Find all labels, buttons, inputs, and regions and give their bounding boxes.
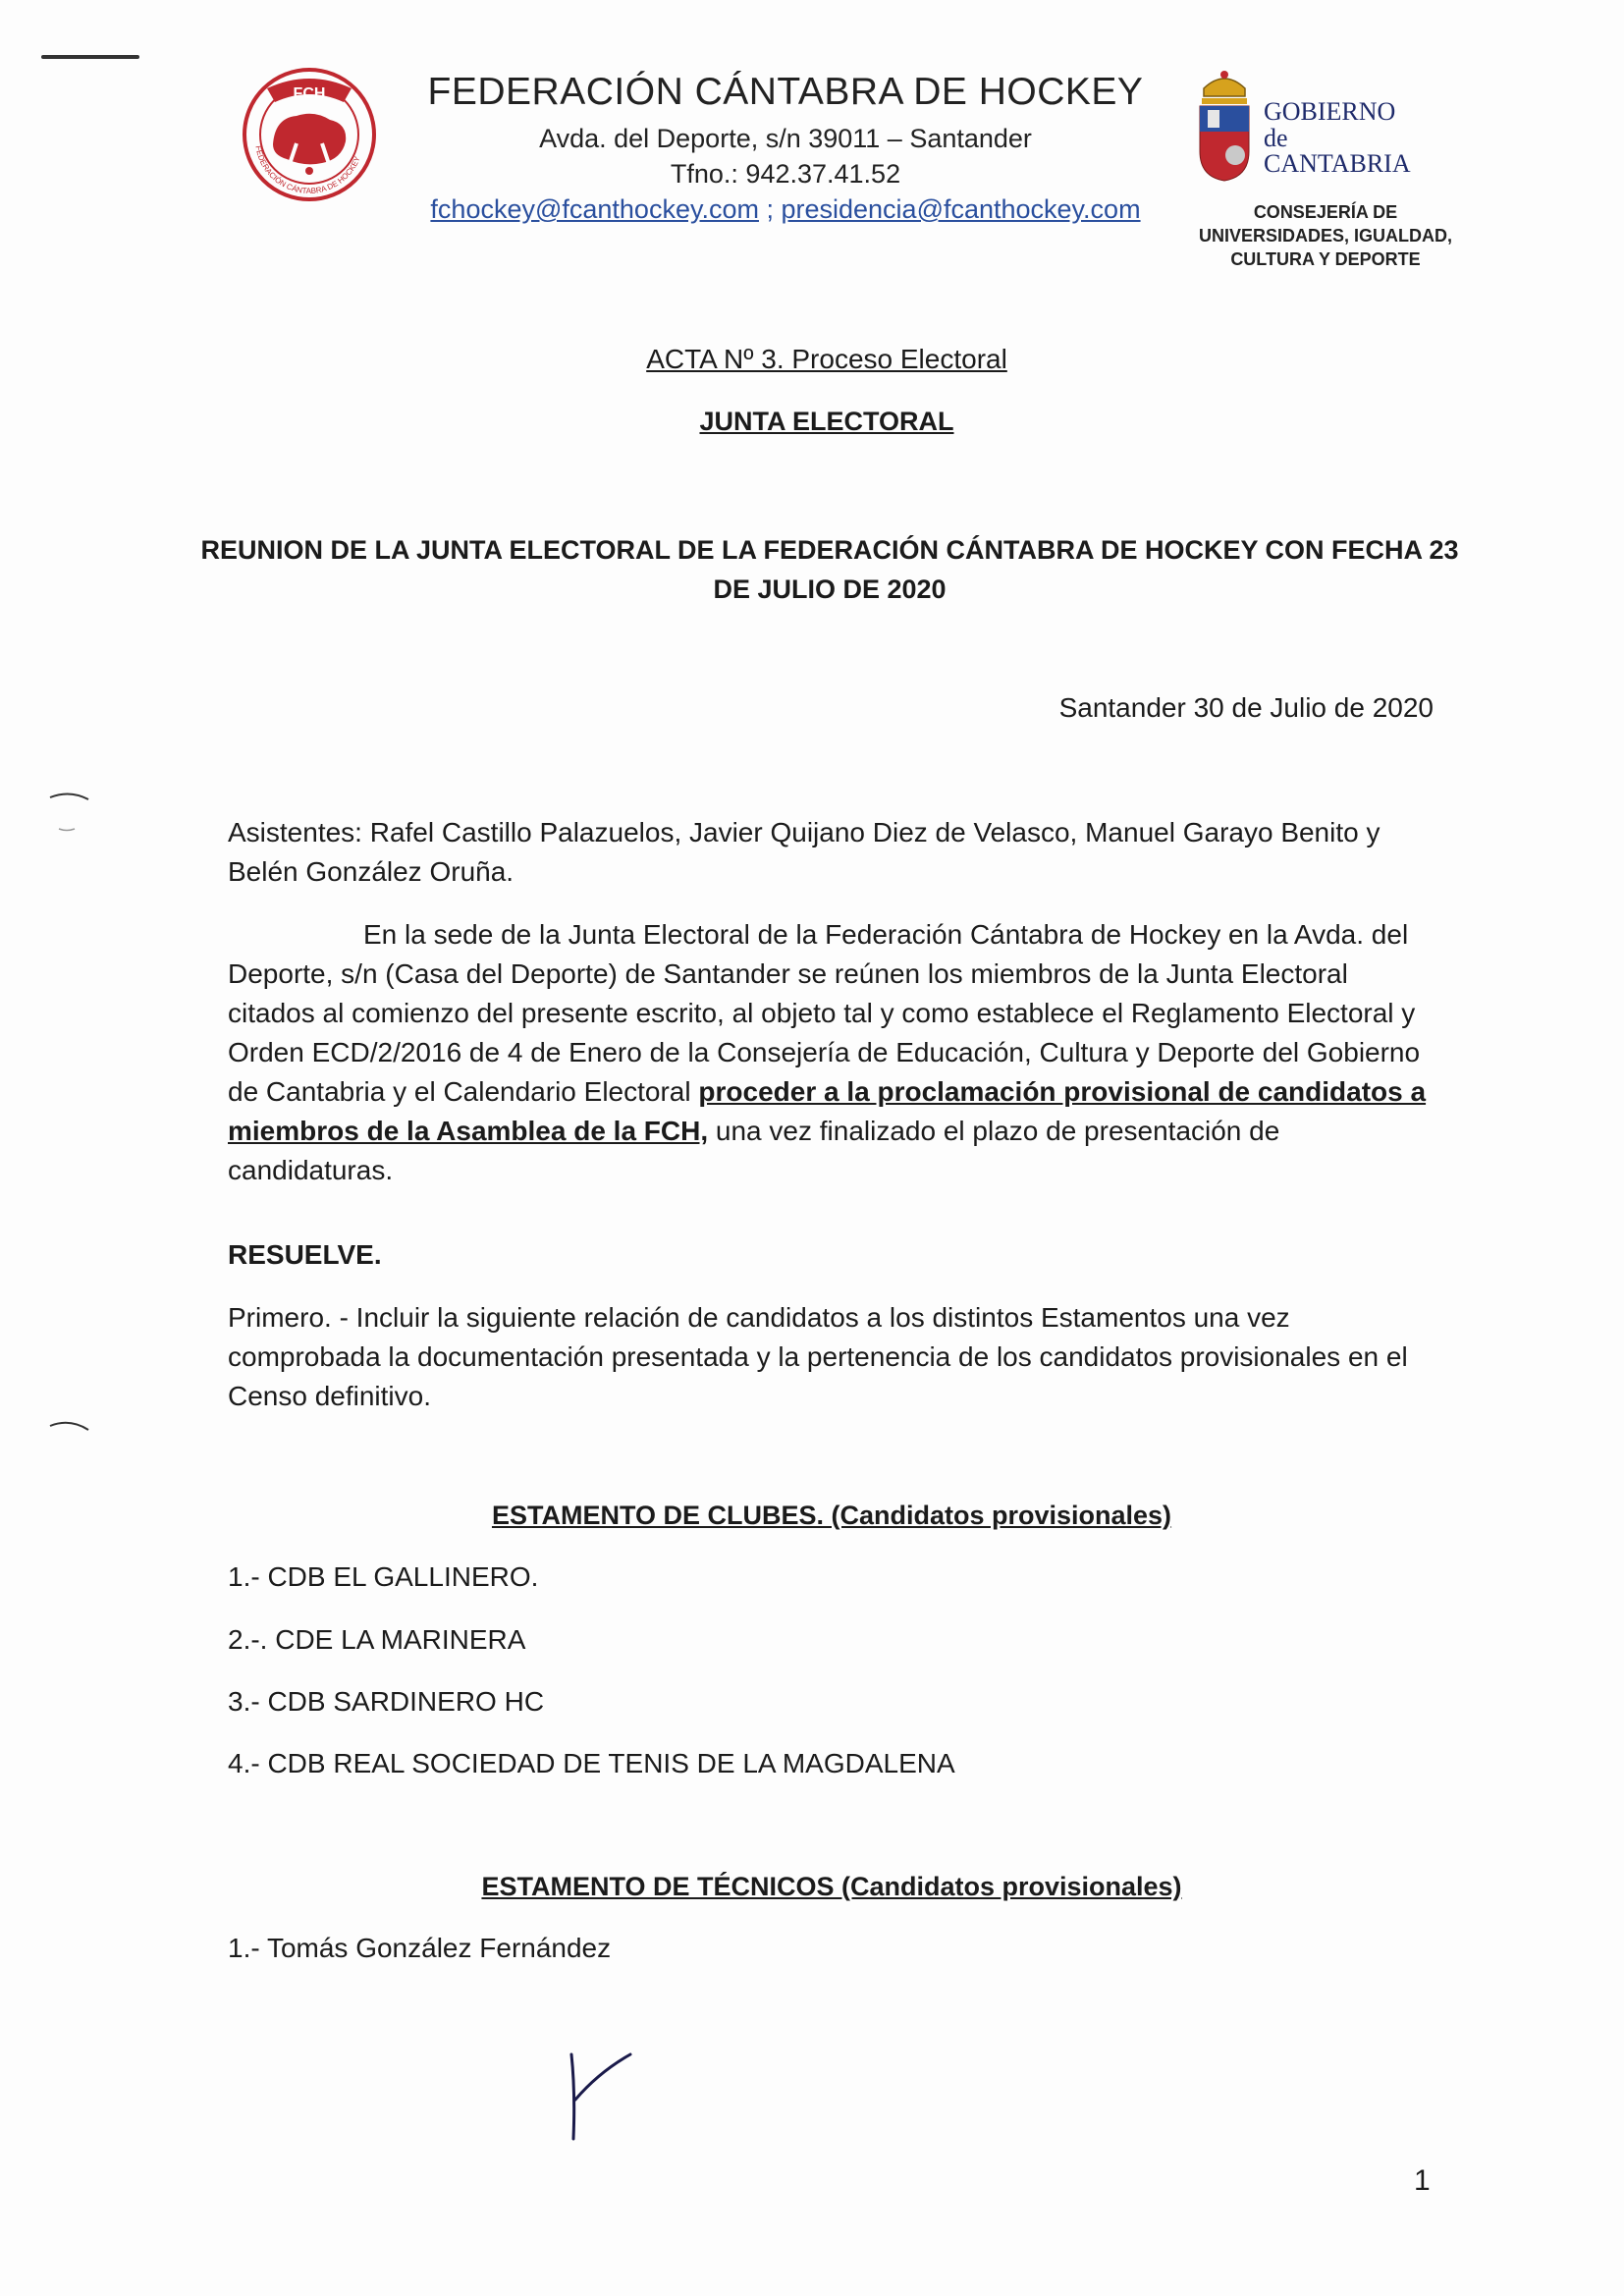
- org-name: FEDERACIÓN CÁNTABRA DE HOCKEY: [427, 71, 1144, 113]
- dept-line2: UNIVERSIDADES, IGUALDAD,: [1198, 226, 1453, 246]
- gov-department: [1159, 200, 1492, 271]
- acta-title: ACTA Nº 3. Proceso Electoral: [646, 344, 1007, 374]
- punch-hole-mark-1: [45, 786, 94, 835]
- paragraph-line2: Deporte, s/n (Casa del Deporte) de Santander se reúnen los miembros de la Junta Electoral: [228, 958, 1348, 989]
- junta-title: JUNTA ELECTORAL: [699, 407, 954, 436]
- document-date: Santander 30 de Julio de 2020: [1058, 692, 1434, 723]
- meeting-heading: [196, 530, 1463, 609]
- email-link-fchockey[interactable]: fchockey@fcanthockey.com: [430, 194, 759, 224]
- primero-line3: Censo definitivo.: [228, 1381, 432, 1411]
- org-address: Avda. del Deporte, s/n 39011 – Santander: [539, 124, 1032, 153]
- meeting-heading-line1: REUNION DE LA JUNTA ELECTORAL DE LA FEDERACIÓN CÁNTABRA DE HOCKEY CON FECHA 23: [200, 535, 1459, 565]
- handwritten-initial: [550, 2043, 648, 2151]
- paragraph-line6: [228, 1112, 1435, 1190]
- gov-name-line1: GOBIERNO: [1264, 97, 1396, 126]
- org-emails: [412, 194, 1159, 225]
- logo-letters: FCH: [293, 85, 326, 102]
- club-list-item: 3.- CDB SARDINERO HC: [228, 1686, 545, 1717]
- main-paragraph: [228, 915, 1435, 1190]
- paragraph-line4: Orden ECD/2/2016 de 4 de Enero de la Consejería de Educación, Cultura y Deporte del Gobierno: [228, 1037, 1421, 1067]
- resuelve-heading: RESUELVE.: [228, 1239, 382, 1270]
- paragraph-line6-text: una vez finalizado el plazo de presentación de candidaturas.: [228, 1116, 1280, 1185]
- fch-logo: [236, 61, 383, 208]
- tecnicos-section-title: ESTAMENTO DE TÉCNICOS (Candidatos provisionales): [481, 1872, 1182, 1901]
- club-list-item: 2.-. CDE LA MARINERA: [228, 1624, 526, 1655]
- gobierno-cantabria-crest: [1196, 67, 1253, 183]
- page-number: 1: [1414, 2164, 1431, 2197]
- org-phone: Tfno.: 942.37.41.52: [670, 159, 901, 189]
- paragraph-line5: [228, 1072, 1435, 1112]
- punch-hole-mark-2: [45, 1414, 94, 1453]
- proclamation-emphasis-2: miembros de la Asamblea de la FCH,: [228, 1116, 709, 1146]
- scan-mark-top: [41, 55, 139, 59]
- primero-line1: Primero. - Incluir la siguiente relación de candidatos a los distintos Estamentos una vez: [228, 1302, 1290, 1333]
- paragraph-line5-text: de Cantabria y el Calendario Electoral: [228, 1076, 699, 1107]
- dept-line3: CULTURA Y DEPORTE: [1230, 249, 1421, 269]
- club-list-item: 1.- CDB EL GALLINERO.: [228, 1561, 539, 1592]
- attendees: [228, 813, 1435, 892]
- club-list-item: 4.- CDB REAL SOCIEDAD DE TENIS DE LA MAGDALENA: [228, 1748, 955, 1778]
- paragraph-line1: En la sede de la Junta Electoral de la Federación Cántabra de Hockey en la Avda. del: [363, 919, 1409, 950]
- meeting-heading-line2: DE JULIO DE 2020: [713, 574, 947, 604]
- primero-line2: comprobada la documentación presentada y la pertenencia de los candidatos provisionales en el: [228, 1341, 1408, 1372]
- gov-name-line2: de: [1264, 124, 1288, 152]
- paragraph-line3: citados al comienzo del presente escrito, al objeto tal y como establece el Reglamento Electoral y: [228, 998, 1416, 1028]
- dept-line1: CONSEJERÍA DE: [1253, 202, 1398, 222]
- attendees-line1: Asistentes: Rafel Castillo Palazuelos, Javier Quijano Diez de Velasco, Manuel Garayo Benito y: [228, 817, 1380, 847]
- proclamation-emphasis-1: proceder a la proclamación provisional de candidatos a: [698, 1076, 1427, 1107]
- gov-name-line3: CANTABRIA: [1264, 149, 1411, 178]
- email-separator: ;: [758, 194, 782, 224]
- attendees-line2: Belén González Oruña.: [228, 856, 514, 887]
- email-link-presidencia[interactable]: presidencia@fcanthockey.com: [781, 194, 1141, 224]
- primero-paragraph: [228, 1298, 1435, 1416]
- clubes-section-title: ESTAMENTO DE CLUBES. (Candidatos provisionales): [491, 1501, 1172, 1530]
- tecnico-list-item: 1.- Tomás González Fernández: [228, 1933, 612, 1963]
- logo-ring-text: FEDERACIÓN CÁNTABRA DE HOCKEY: [253, 144, 362, 196]
